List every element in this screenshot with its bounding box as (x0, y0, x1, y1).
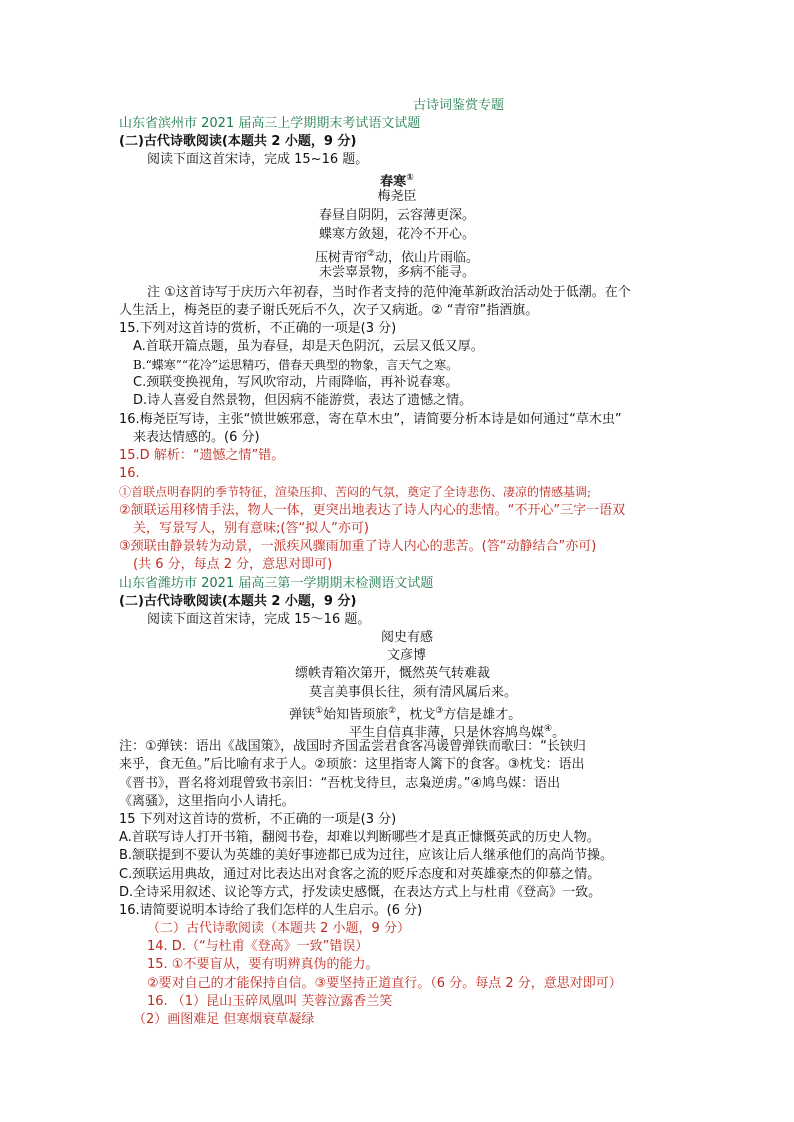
option-b: B.颔联提到不要认为英雄的美好事迹都已成为过往，应该让后人继承他们的高尚节操。 (119, 848, 614, 863)
section1-heading: (二)古代诗歌阅读(本题共 2 小题，9 分) (119, 134, 357, 149)
poem2-note: 《晋书》，晋名将刘琨曾致书亲旧：“吾枕戈待旦，志枭逆虏。”④鸠鸟媒：语出 (119, 776, 561, 791)
answer-heading: （二）古代诗歌阅读（本题共 2 小题，9 分） (147, 921, 410, 936)
option-a: A.首联写诗人打开书箱，翻阅书卷，却难以判断哪些才是真正慷慨英武的历史人物。 (119, 830, 600, 845)
page-title: 古诗词鉴赏专题 (413, 98, 505, 113)
question-15: 15.下列对这首诗的赏析，不正确的一项是(3 分) (119, 321, 397, 336)
poem2-line: 缥帙青箱次第开，慨然英气转难裁 (295, 666, 491, 681)
answer-16: 16. （1）昆山玉碎凤凰叫 芙蓉泣露香兰笑 (147, 994, 393, 1009)
poem1-title-text: 春寒 (380, 174, 407, 190)
poem1-note: 注 ①这首诗写于庆历六年初春，当时作者支持的范仲淹革新政治活动处于低潮。在个 (147, 285, 631, 300)
question-15-b: 15 下列对这首诗的赏析，不正确的一项是(3 分) (119, 812, 397, 827)
answer-16-cont: （2）画图难足 但寒烟衰草凝绿 (133, 1012, 315, 1027)
poem1-line: 春昼自阴阴，云容薄更深。 (318, 208, 475, 223)
answer-16-point: ①首联点明春阴的季节特征，渲染压抑、苦闷的气氛，奠定了全诗悲伤、凄凉的情感基调; (119, 485, 592, 499)
answer-14: 14. D.（“与杜甫《登高》一致”错误） (147, 939, 369, 954)
footnote-mark: ④ (544, 724, 553, 734)
section2-instruction: 阅读下面这首宋诗，完成 15～16 题。 (147, 612, 371, 627)
poem1-note: 人生活上，梅尧臣的妻子谢氏死后不久，次子又病逝。② “青帘”指酒旗。 (119, 303, 539, 318)
option-a: A.首联开篇点题，虽为春昼，却是天色阴沉，云层又低又厚。 (133, 339, 484, 354)
poem2-line4-a: 平生自信真非薄，只是休容鸠鸟媒 (349, 725, 545, 741)
footnote-mark: ③ (435, 706, 444, 716)
option-c: C.颈联运用典故，通过对比表达出对食客之流的贬斥态度和对英雄豪杰的仰慕之情。 (119, 867, 601, 882)
section1-instruction: 阅读下面这首宋诗，完成 15~16 题。 (147, 152, 369, 167)
poem2-line4-b: 。 (552, 725, 566, 741)
poem2-note: 注：①弹铗：语出《战国策》，战国时齐国孟尝君食客冯谖曾弹铁而歌曰：“长铗归 (119, 739, 586, 754)
answer-16-scoring: (共 6 分，每点 2 分，意思对即可) (133, 557, 333, 572)
option-d: D.诗人喜爱自然景物，但因病不能游赏，表达了遗憾之情。 (133, 393, 473, 408)
poem2-title: 阅史有感 (381, 630, 434, 645)
section1-source: 山东省滨州市 2021 届高三上学期期末考试语文试题 (119, 116, 421, 131)
poem1-title-mark: ① (406, 173, 414, 183)
poem1-line: 蝶寒方敛翅，花冷不开心。 (318, 227, 475, 242)
answer-16-label: 16. (119, 466, 140, 481)
poem1-line3-a: 压树青帘 (314, 250, 367, 266)
option-d: D.全诗采用叙述、议论等方式，抒发读史感慨，在表达方式上与杜甫《登高》一致。 (119, 885, 602, 900)
poem2-line: 莫言美事俱长往，须有清风属后来。 (309, 685, 518, 700)
answer-16-point: ②颔联运用移情手法，物人一体，更突出地表达了诗人内心的悲情。“不开心”三字一语双 (119, 503, 626, 518)
poem2-line3-b: 始知皆顼旅 (323, 707, 389, 723)
footnote-mark: ① (315, 706, 324, 716)
answer-16-point: ③颈联由静景转为动景，一派疾风骤雨加重了诗人内心的悲苦。(答“动静结合”亦可) (119, 539, 597, 554)
section2-source: 山东省潍坊市 2021 届高三第一学期期末检测语文试题 (119, 576, 434, 591)
option-c: C.颈联变换视角，写风吹帘动，片雨降临，再补说春寒。 (133, 375, 459, 390)
answer-16-point-cont: 关，写景写人，别有意味;(答“拟人”亦可) (133, 521, 369, 536)
poem1-line3-b: 动，依山片雨临。 (375, 250, 480, 266)
poem1-line: 未尝辜景物，多病不能寻。 (318, 265, 475, 280)
poem2-note: 来乎，食无鱼。”后比喻有求于人。②顼旅：这里指寄人篱下的食客。③枕戈：语出 (119, 757, 585, 772)
poem2-note: 《离骚》，这里指向小人请托。 (119, 794, 295, 809)
question-16-b: 16.请简要说明本诗给了我们怎样的人生启示。(6 分) (119, 903, 423, 918)
answer-15: 15. ①不要盲从，要有明辨真伪的能力。 (147, 957, 379, 972)
section2-heading: (二)古代诗歌阅读(本题共 2 小题，9 分) (119, 594, 357, 609)
poem1-author: 梅尧臣 (377, 189, 417, 204)
poem2-author: 文彦博 (387, 648, 427, 663)
answer-15-cont: ②要对自己的才能保持自信。③要坚持正道直行。（6 分。每点 2 分，意思对即可） (147, 976, 622, 991)
option-b: B.“蝶寒”“花冷”运思精巧，借春天典型的物象，言天气之寒。 (133, 358, 459, 372)
poem1-line3-mark: ② (366, 249, 376, 259)
question-16-cont: 来表达情感的。(6 分) (133, 430, 260, 445)
poem2-line3-d: 方信是雄才。 (443, 707, 522, 723)
answer-15: 15.D 解析：“遗憾之情”错。 (119, 448, 285, 463)
footnote-mark: ② (388, 706, 397, 716)
poem2-line3-c: ，枕戈 (396, 707, 436, 723)
poem2-line3-a: 弹铗 (289, 707, 316, 723)
question-16: 16.梅尧臣写诗，主张“愤世嫉邪意，寄在草木虫”，请简要分析本诗是如何通过“草木虫” (119, 412, 622, 427)
